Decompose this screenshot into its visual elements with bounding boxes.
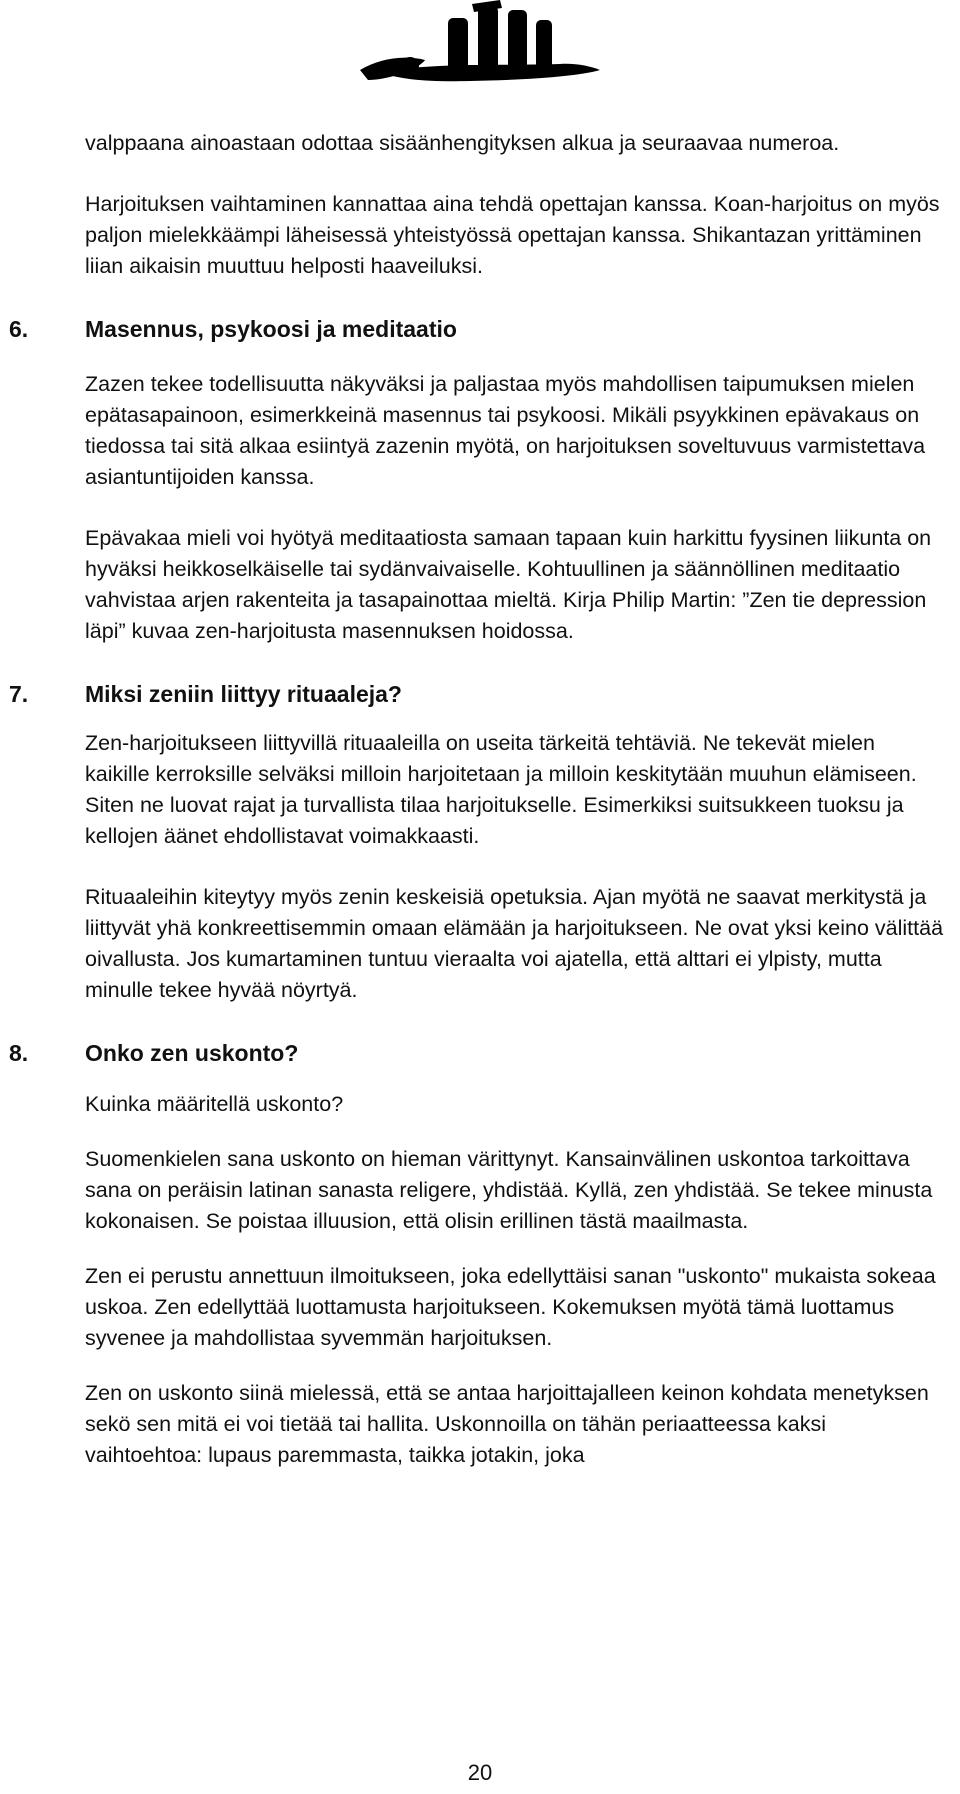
section-number: 7. (9, 681, 29, 707)
section-8-paragraph-3: Zen ei perustu annettuun ilmoitukseen, joka edellyttäisi sanan "uskonto" mukaista sokeaa uskoa. Zen edellyttää luottamusta harjoitukseen. Kokemuksen myötä tämä luottamus syvenee ja mahdollistaa syvemmän harjoituksen. (85, 1264, 936, 1350)
calligraphy-brush-logo (350, 0, 610, 95)
section-heading-7 (9, 679, 945, 710)
section-title: Onko zen uskonto? (85, 1040, 299, 1066)
page-content (9, 128, 945, 1471)
section-heading-8 (9, 1038, 945, 1069)
section-6-paragraph-1: Zazen tekee todellisuutta näkyväksi ja paljastaa myös mahdollisen taipumuksen mielen epätasapainoon, esimerkkeinä masennus tai psykoosi. Mikäli psyykkinen epävakaus on tiedossa tai sitä alkaa esiintyä zazenin myötä, on harjoituksen soveltuvuus varmistettava asiantuntijoiden kanssa. (85, 372, 926, 489)
section-heading-6 (9, 314, 945, 345)
section-8-paragraph-2: Suomenkielen sana uskonto on hieman värittynyt. Kansainvälinen uskontoa tarkoittava sana on peräisin latinan sanasta religere, yhdistää. Kyllä, zen yhdistää. Se tekee minusta kokonaisen. Se poistaa illuusion, että olisin erillinen tästä maailmasta. (85, 1147, 933, 1233)
section-8-paragraph-1: Kuinka määritellä uskonto? (85, 1092, 344, 1116)
section-7-paragraph-1: Zen-harjoitukseen liittyvillä rituaaleilla on useita tärkeitä tehtäviä. Ne tekevät mielen kaikille kerroksille selväksi milloin harjoitetaan ja milloin keskitytään muuhun elämiseen. Siten ne luovat rajat ja turvallista tilaa harjoitukselle. Esimerkiksi suitsukkeen tuoksu ja kellojen äänet ehdollistavat voimakkaasti. (85, 731, 917, 848)
section-7-paragraph-2: Rituaaleihin kiteytyy myös zenin keskeisiä opetuksia. Ajan myötä ne saavat merkitystä ja liittyvät yhä konkreettisemmin omaan elämään ja harjoitukseen. Ne ovat yksi keino välittää oivallusta. Jos kumartaminen tuntuu vieraalta voi ajatella, että alttari ei ylpisty, mutta minulle tekee hyvää nöyrtyä. (85, 885, 944, 1002)
section-number: 6. (9, 316, 29, 342)
section-8-paragraph-4: Zen on uskonto siinä mielessä, että se antaa harjoittajalleen keinon kohdata menetyksen sekö sen mitä ei voi tietää tai hallita. Uskonnoilla on tähän periaatteessa kaksi vaihtoehtoa: lupaus paremmasta, taikka jotakin, joka (85, 1381, 929, 1467)
intro-paragraph-1: valppaana ainoastaan odottaa sisäänhengityksen alkua ja seuraavaa numeroa. (85, 131, 840, 155)
section-title: Masennus, psykoosi ja meditaatio (85, 316, 457, 342)
intro-paragraph-2: Harjoituksen vaihtaminen kannattaa aina tehdä opettajan kanssa. Koan-harjoitus on myös paljon mielekkäämpi läheisessä yhteistyössä opettajan kanssa. Shikantazan yrittäminen liian aikaisin muuttuu helposti haaveiluksi. (85, 192, 940, 278)
section-number: 8. (9, 1040, 29, 1066)
section-6-paragraph-2: Epävakaa mieli voi hyötyä meditaatiosta samaan tapaan kuin harkittu fyysinen liikunta on hyväksi heikkoselkäiselle tai sydänvaivaiselle. Kohtuullinen ja säännöllinen meditaatio vahvistaa arjen rakenteita ja tasapainottaa mieltä. Kirja Philip Martin: ”Zen tie depression läpi” kuvaa zen-harjoitusta masennuksen hoidossa. (85, 526, 932, 643)
section-title: Miksi zeniin liittyy rituaaleja? (85, 681, 402, 707)
page-number: 20 (467, 1760, 493, 1785)
